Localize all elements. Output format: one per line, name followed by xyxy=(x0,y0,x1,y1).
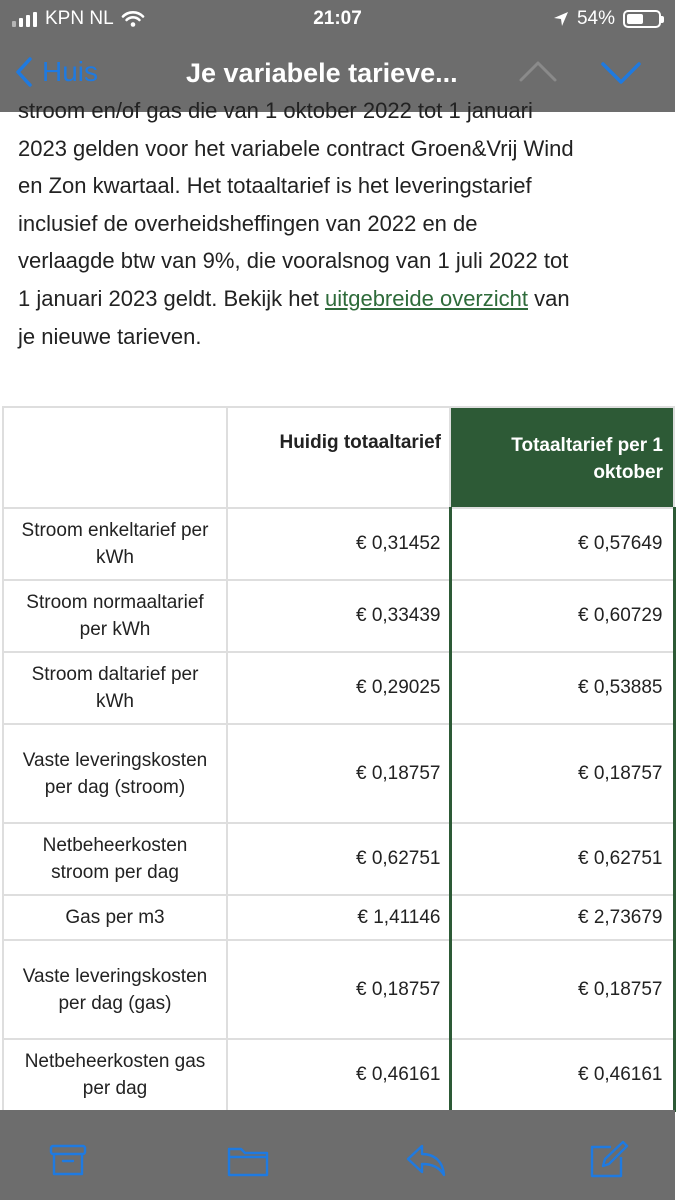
compose-icon xyxy=(587,1139,629,1181)
intro-line: verlaagde btw van 9%, die vooralsnog van 1 juli 2022 tot xyxy=(18,248,569,274)
location-arrow-icon xyxy=(553,11,569,27)
archive-button[interactable] xyxy=(46,1138,90,1182)
intro-line: stroom en/of gas die van 1 oktober 2022 tot 1 januari xyxy=(18,98,533,123)
page-title: Je variabele tarieve... xyxy=(186,58,458,88)
table-row xyxy=(3,823,674,895)
back-button[interactable] xyxy=(14,56,98,88)
current-value: € 0,62751 xyxy=(227,823,450,895)
battery-percent: 54% xyxy=(576,8,615,29)
table-row xyxy=(3,580,674,652)
header-new-tariff: Totaaltarief per 1 oktober xyxy=(450,407,674,508)
row-label: Netbeheerkosten stroom per dag xyxy=(3,823,227,895)
new-value: € 0,62751 xyxy=(450,823,674,895)
new-value: € 0,60729 xyxy=(450,580,674,652)
current-value: € 0,18757 xyxy=(227,724,450,823)
status-bar xyxy=(0,0,675,38)
table-row xyxy=(3,724,674,823)
row-label: Vaste leveringskosten per dag (gas) xyxy=(3,940,227,1039)
table-row xyxy=(3,895,674,940)
bottom-toolbar xyxy=(0,1110,675,1200)
header-empty xyxy=(3,407,227,508)
intro-line: 2023 gelden voor het variabele contract Groen&Vrij Wind xyxy=(18,135,574,161)
current-value: € 1,41146 xyxy=(227,895,450,940)
intro-paragraph xyxy=(18,92,663,355)
message-content[interactable] xyxy=(0,98,675,1110)
tariff-table xyxy=(2,406,676,1112)
clock: 21:07 xyxy=(313,8,362,29)
chevron-down-icon[interactable] xyxy=(600,60,642,86)
intro-line: en Zon kwartaal. Het totaaltarief is het leveringstarief xyxy=(18,173,532,199)
row-label: Vaste leveringskosten per dag (stroom) xyxy=(3,724,227,823)
reply-icon xyxy=(404,1140,448,1180)
battery-icon xyxy=(623,10,661,28)
compose-button[interactable] xyxy=(586,1138,630,1182)
current-value: € 0,31452 xyxy=(227,508,450,580)
back-label: Huis xyxy=(42,56,99,87)
table-row xyxy=(3,940,674,1039)
table-row xyxy=(3,652,674,724)
intro-line: inclusief de overheidsheffingen van 2022 en de xyxy=(18,210,478,236)
header-current-tariff: Huidig totaaltarief xyxy=(227,407,450,508)
move-to-folder-button[interactable] xyxy=(226,1138,270,1182)
row-label: Gas per m3 xyxy=(3,895,227,940)
new-value: € 0,46161 xyxy=(450,1039,674,1111)
intro-line xyxy=(18,280,663,318)
row-label: Stroom daltarief per kWh xyxy=(3,652,227,724)
chevron-up-icon[interactable] xyxy=(518,58,558,84)
reply-button[interactable] xyxy=(404,1138,448,1182)
table-header-row xyxy=(3,407,674,508)
new-value: € 0,18757 xyxy=(450,724,674,823)
row-label: Stroom enkeltarief per kWh xyxy=(3,508,227,580)
row-label: Stroom normaaltarief per kWh xyxy=(3,580,227,652)
table-row xyxy=(3,508,674,580)
row-label: Netbeheerkosten gas per dag xyxy=(3,1039,227,1111)
folder-icon xyxy=(226,1140,270,1180)
new-value: € 2,73679 xyxy=(450,895,674,940)
carrier-label: KPN NL xyxy=(45,8,114,29)
intro-text: 1 januari 2023 geldt. Bekijk het xyxy=(18,285,325,311)
archive-icon xyxy=(48,1140,88,1180)
new-value: € 0,18757 xyxy=(450,940,674,1039)
current-value: € 0,46161 xyxy=(227,1039,450,1111)
new-value: € 0,53885 xyxy=(450,652,674,724)
current-value: € 0,18757 xyxy=(227,940,450,1039)
current-value: € 0,33439 xyxy=(227,580,450,652)
intro-text: van xyxy=(528,285,570,311)
table-row xyxy=(3,1039,674,1111)
intro-line: je nieuwe tarieven. xyxy=(18,323,202,349)
overview-link[interactable]: uitgebreide overzicht xyxy=(324,285,528,311)
chevron-left-icon xyxy=(14,56,34,88)
current-value: € 0,29025 xyxy=(227,652,450,724)
status-right xyxy=(553,8,661,30)
battery-fill xyxy=(627,14,643,24)
new-value: € 0,57649 xyxy=(450,508,674,580)
